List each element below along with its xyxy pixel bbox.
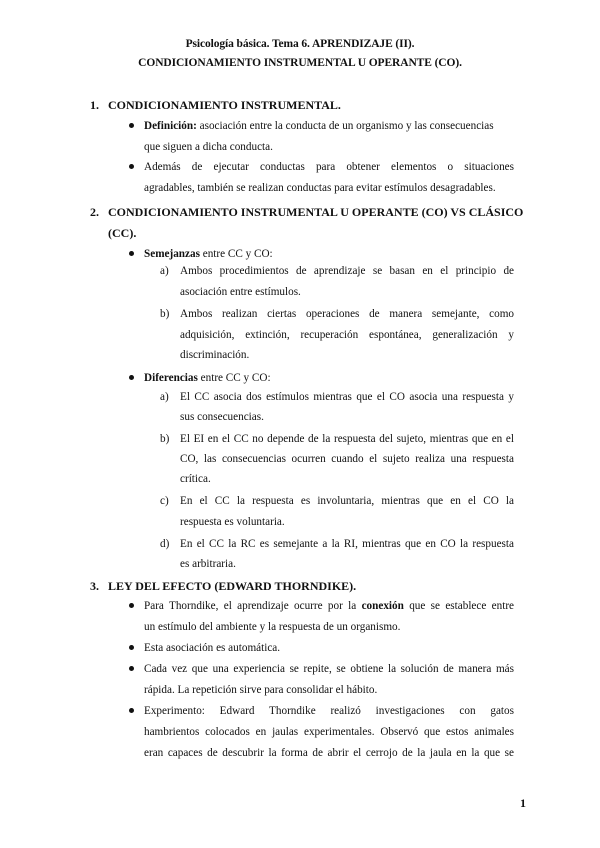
experiment-line-1: Experimento: Edward Thorndike realizó investigaciones con gatos bbox=[144, 705, 514, 717]
bullet-icon bbox=[128, 163, 136, 171]
thorndike-line-1 bbox=[144, 601, 514, 612]
section-2-heading-line-2: (CC). bbox=[108, 226, 137, 240]
document-title: Psicología básica. Tema 6. APRENDIZAJE (II). bbox=[185, 38, 415, 50]
sim-b-line-3: discriminación. bbox=[180, 349, 250, 361]
dif-b-line-3: crítica. bbox=[180, 473, 211, 485]
dif-c-line-2: respuesta es voluntaria. bbox=[180, 516, 285, 528]
section-1-heading-text: CONDICIONAMIENTO INSTRUMENTAL. bbox=[108, 98, 341, 112]
page-number: 1 bbox=[520, 796, 526, 810]
bullet-icon bbox=[128, 122, 136, 130]
thorndike-bold-term: conexión bbox=[361, 600, 404, 612]
bullet-icon bbox=[128, 602, 136, 610]
experiment-line-3: eran capaces de descubrir la forma de abrir el cerrojo de la jaula en la que se bbox=[144, 747, 514, 759]
sim-b-line-1: Ambos realizan ciertas operaciones de manera semejante, como bbox=[180, 308, 514, 320]
experiment-line-2: hambrientos colocados en jaulas experimentales. Observó que estos animales bbox=[144, 726, 514, 738]
sim-b-line-2: adquisición, extinción, recuperación espontánea, generalización y bbox=[180, 329, 514, 341]
section-3-number: 3. bbox=[90, 579, 99, 593]
bullet-icon bbox=[128, 644, 136, 652]
similarities-line bbox=[144, 249, 273, 260]
dif-b-line-2: CO, las consecuencias ocurren cuando el sujeto realiza una respuesta bbox=[180, 453, 514, 465]
dif-c-line-1: En el CC la respuesta es involuntaria, mientras que en el CO la bbox=[180, 495, 514, 507]
section-3-heading bbox=[90, 579, 356, 594]
section-2-heading-text: CONDICIONAMIENTO INSTRUMENTAL U OPERANTE (CO) VS CLÁSICO bbox=[108, 205, 524, 219]
definition-text-1: asociación entre la conducta de un organismo y las consecuencias bbox=[199, 120, 494, 132]
differences-label: Diferencias bbox=[144, 372, 198, 384]
list-marker: b) bbox=[160, 433, 170, 445]
definition-line-2: que siguen a dicha conducta. bbox=[144, 141, 273, 153]
list-marker: d) bbox=[160, 538, 170, 550]
bullet-icon bbox=[128, 707, 136, 715]
differences-line bbox=[144, 373, 271, 384]
definition-line-1 bbox=[144, 121, 494, 132]
dif-a-line-2: sus consecuencias. bbox=[180, 411, 264, 423]
section-1-extra-line-2: agradables, también se realizan conductas para evitar estímulos desagradables. bbox=[144, 182, 496, 194]
sim-a-line-1: Ambos procedimientos de aprendizaje se basan en el principio de bbox=[180, 265, 514, 277]
sim-a-line-2: asociación entre estímulos. bbox=[180, 286, 301, 298]
section-1-heading bbox=[90, 98, 341, 113]
section-1-extra-line-1: Además de ejecutar conductas para obtener elementos o situaciones bbox=[144, 161, 514, 173]
association-line: Esta asociación es automática. bbox=[144, 642, 281, 654]
thorndike-text-a: Para Thorndike, el aprendizaje ocurre por la bbox=[144, 600, 357, 612]
list-marker: a) bbox=[160, 391, 169, 403]
bullet-icon bbox=[128, 374, 136, 382]
dif-a-line-1: El CC asocia dos estímulos mientras que el CO asocia una respuesta y bbox=[180, 391, 514, 403]
dif-d-line-2: es arbitraria. bbox=[180, 558, 236, 570]
similarities-label: Semejanzas bbox=[144, 248, 200, 260]
bullet-icon bbox=[128, 665, 136, 673]
definition-label: Definición: bbox=[144, 120, 197, 132]
list-marker: a) bbox=[160, 265, 169, 277]
thorndike-line-2: un estímulo del ambiente y la respuesta de un organismo. bbox=[144, 621, 401, 633]
bullet-icon bbox=[128, 250, 136, 258]
differences-text: entre CC y CO: bbox=[200, 372, 271, 384]
list-marker: b) bbox=[160, 308, 170, 320]
section-2-heading bbox=[90, 205, 523, 220]
similarities-text: entre CC y CO: bbox=[202, 248, 273, 260]
document-subtitle: CONDICIONAMIENTO INSTRUMENTAL U OPERANTE (CO). bbox=[138, 57, 462, 69]
section-3-heading-text: LEY DEL EFECTO (EDWARD THORNDIKE). bbox=[108, 579, 357, 593]
dif-d-line-1: En el CC la RC es semejante a la RI, mientras que en CO la respuesta bbox=[180, 538, 514, 550]
repetition-line-1: Cada vez que una experiencia se repite, se obtiene la solución de manera más bbox=[144, 663, 514, 675]
section-1-number: 1. bbox=[90, 98, 99, 112]
repetition-line-2: rápida. La repetición sirve para consolidar el hábito. bbox=[144, 684, 378, 696]
dif-b-line-1: El EI en el CC no depende de la respuesta del sujeto, mientras que en el bbox=[180, 433, 514, 445]
section-2-number: 2. bbox=[90, 205, 99, 219]
thorndike-text-b: que se establece entre bbox=[409, 600, 515, 612]
list-marker: c) bbox=[160, 495, 169, 507]
